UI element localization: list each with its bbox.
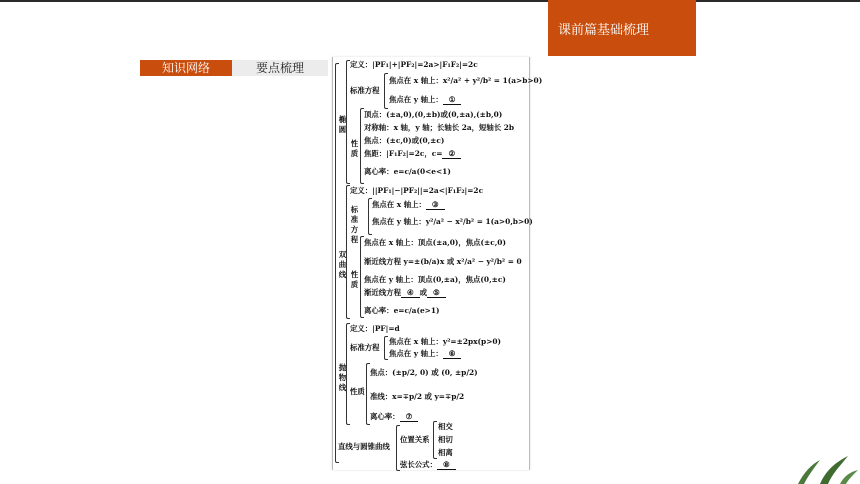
ellipse-axis: 对称轴：x 轴，y 轴；长轴长 2a，短轴长 2b	[364, 123, 515, 132]
position-label: 位置关系	[400, 435, 430, 444]
hyperbola-x-asymptote: 渐近线方程 y=±(b/a)x 或 x²/a² − y²/b² = 0	[364, 257, 522, 266]
parabola-brace	[346, 323, 350, 425]
parabola-directrix: 准线：x=∓p/2 或 y=∓p/2	[370, 392, 465, 401]
ellipse-definition: 定义：|PF₁|+|PF₂|=2a>|F₁F₂|=2c	[350, 60, 478, 69]
blank-3: ③	[426, 200, 445, 210]
ellipse-eccentricity: 离心率：e=c/a(0<e<1)	[364, 167, 451, 176]
hyperbola-eccentricity: 离心率：e=c/a(e>1)	[364, 306, 440, 315]
parabola-std-y: 焦点在 y 轴上： ⑥	[389, 349, 461, 358]
parabola-std-label: 标准方程	[350, 343, 380, 352]
ellipse-focal: 焦距：|F₁F₂|=2c，c= ②	[364, 149, 461, 158]
section-title: 课前篇基础梳理	[558, 22, 650, 38]
ellipse-label: 椭圆	[338, 115, 347, 134]
leaf-decoration-icon	[790, 442, 860, 484]
ellipse-prop-label: 性质	[350, 139, 359, 158]
hyperbola-std-x: 焦点在 x 轴上： ③	[372, 200, 445, 209]
parabola-std-x: 焦点在 x 轴上：y²=±2px(p>0)	[389, 337, 502, 346]
tab-knowledge-network[interactable]: 知识网络	[140, 60, 232, 76]
hyperbola-label: 双曲线	[338, 250, 347, 279]
position-separate: 相离	[438, 448, 453, 457]
hyperbola-x-vertex: 焦点在 x 轴上：顶点(±a,0)，焦点(±c,0)	[364, 238, 506, 247]
parabola-label: 抛物线	[338, 363, 347, 392]
hyperbola-prop-label: 性质	[350, 270, 359, 289]
hyperbola-std-label: 标准方程	[350, 205, 359, 244]
chord-length: 弦长公式： ⑧	[400, 460, 456, 469]
hyperbola-y-asymptote: 渐近线方程 ④ 或 ⑤	[364, 288, 446, 297]
top-border	[0, 0, 860, 2]
knowledge-map-panel	[332, 57, 543, 470]
ellipse-focus: 焦点：(±c,0)或(0,±c)	[364, 136, 445, 145]
blank-6: ⑥	[443, 349, 462, 359]
ellipse-std-label: 标准方程	[350, 86, 380, 95]
blank-8: ⑧	[437, 460, 456, 470]
hyperbola-std-y: 焦点在 y 轴上：y²/a² − x²/b² = 1(a>0,b>0)	[372, 217, 533, 226]
line-conic-label: 直线与圆锥曲线	[338, 442, 390, 451]
blank-4: ④	[401, 288, 420, 298]
parabola-focus: 焦点：(±p/2, 0) 或 (0, ±p/2)	[370, 368, 478, 377]
ellipse-std-x: 焦点在 x 轴上：x²/a² + y²/b² = 1(a>b>0)	[389, 76, 543, 85]
blank-7: ⑦	[400, 412, 419, 422]
position-intersect: 相交	[438, 422, 453, 431]
blank-2: ②	[442, 149, 461, 159]
parabola-definition: 定义：|PF|=d	[350, 324, 400, 333]
ellipse-std-y: 焦点在 y 轴上： ①	[389, 95, 461, 104]
blank-1: ①	[443, 95, 462, 105]
position-brace	[433, 421, 437, 459]
position-tangent: 相切	[438, 435, 453, 444]
hyperbola-definition: 定义：||PF₁|−|PF₂||=2a<|F₁F₂|=2c	[350, 186, 484, 195]
ellipse-std-brace	[384, 73, 388, 109]
ellipse-vertex: 顶点：(±a,0),(0,±b)或(0,±a),(±b,0)	[364, 110, 503, 119]
tab-key-points[interactable]: 要点梳理	[232, 60, 328, 76]
section-header	[548, 0, 696, 56]
blank-5: ⑤	[427, 288, 446, 298]
ellipse-brace	[346, 60, 350, 184]
hyperbola-y-vertex: 焦点在 y 轴上：顶点(0,±a)，焦点(0,±c)	[364, 275, 506, 284]
tab-bar	[140, 60, 328, 76]
parabola-prop-label: 性质	[350, 387, 365, 396]
parabola-std-brace	[384, 336, 388, 360]
parabola-eccentricity: 离心率： ⑦	[370, 412, 418, 421]
